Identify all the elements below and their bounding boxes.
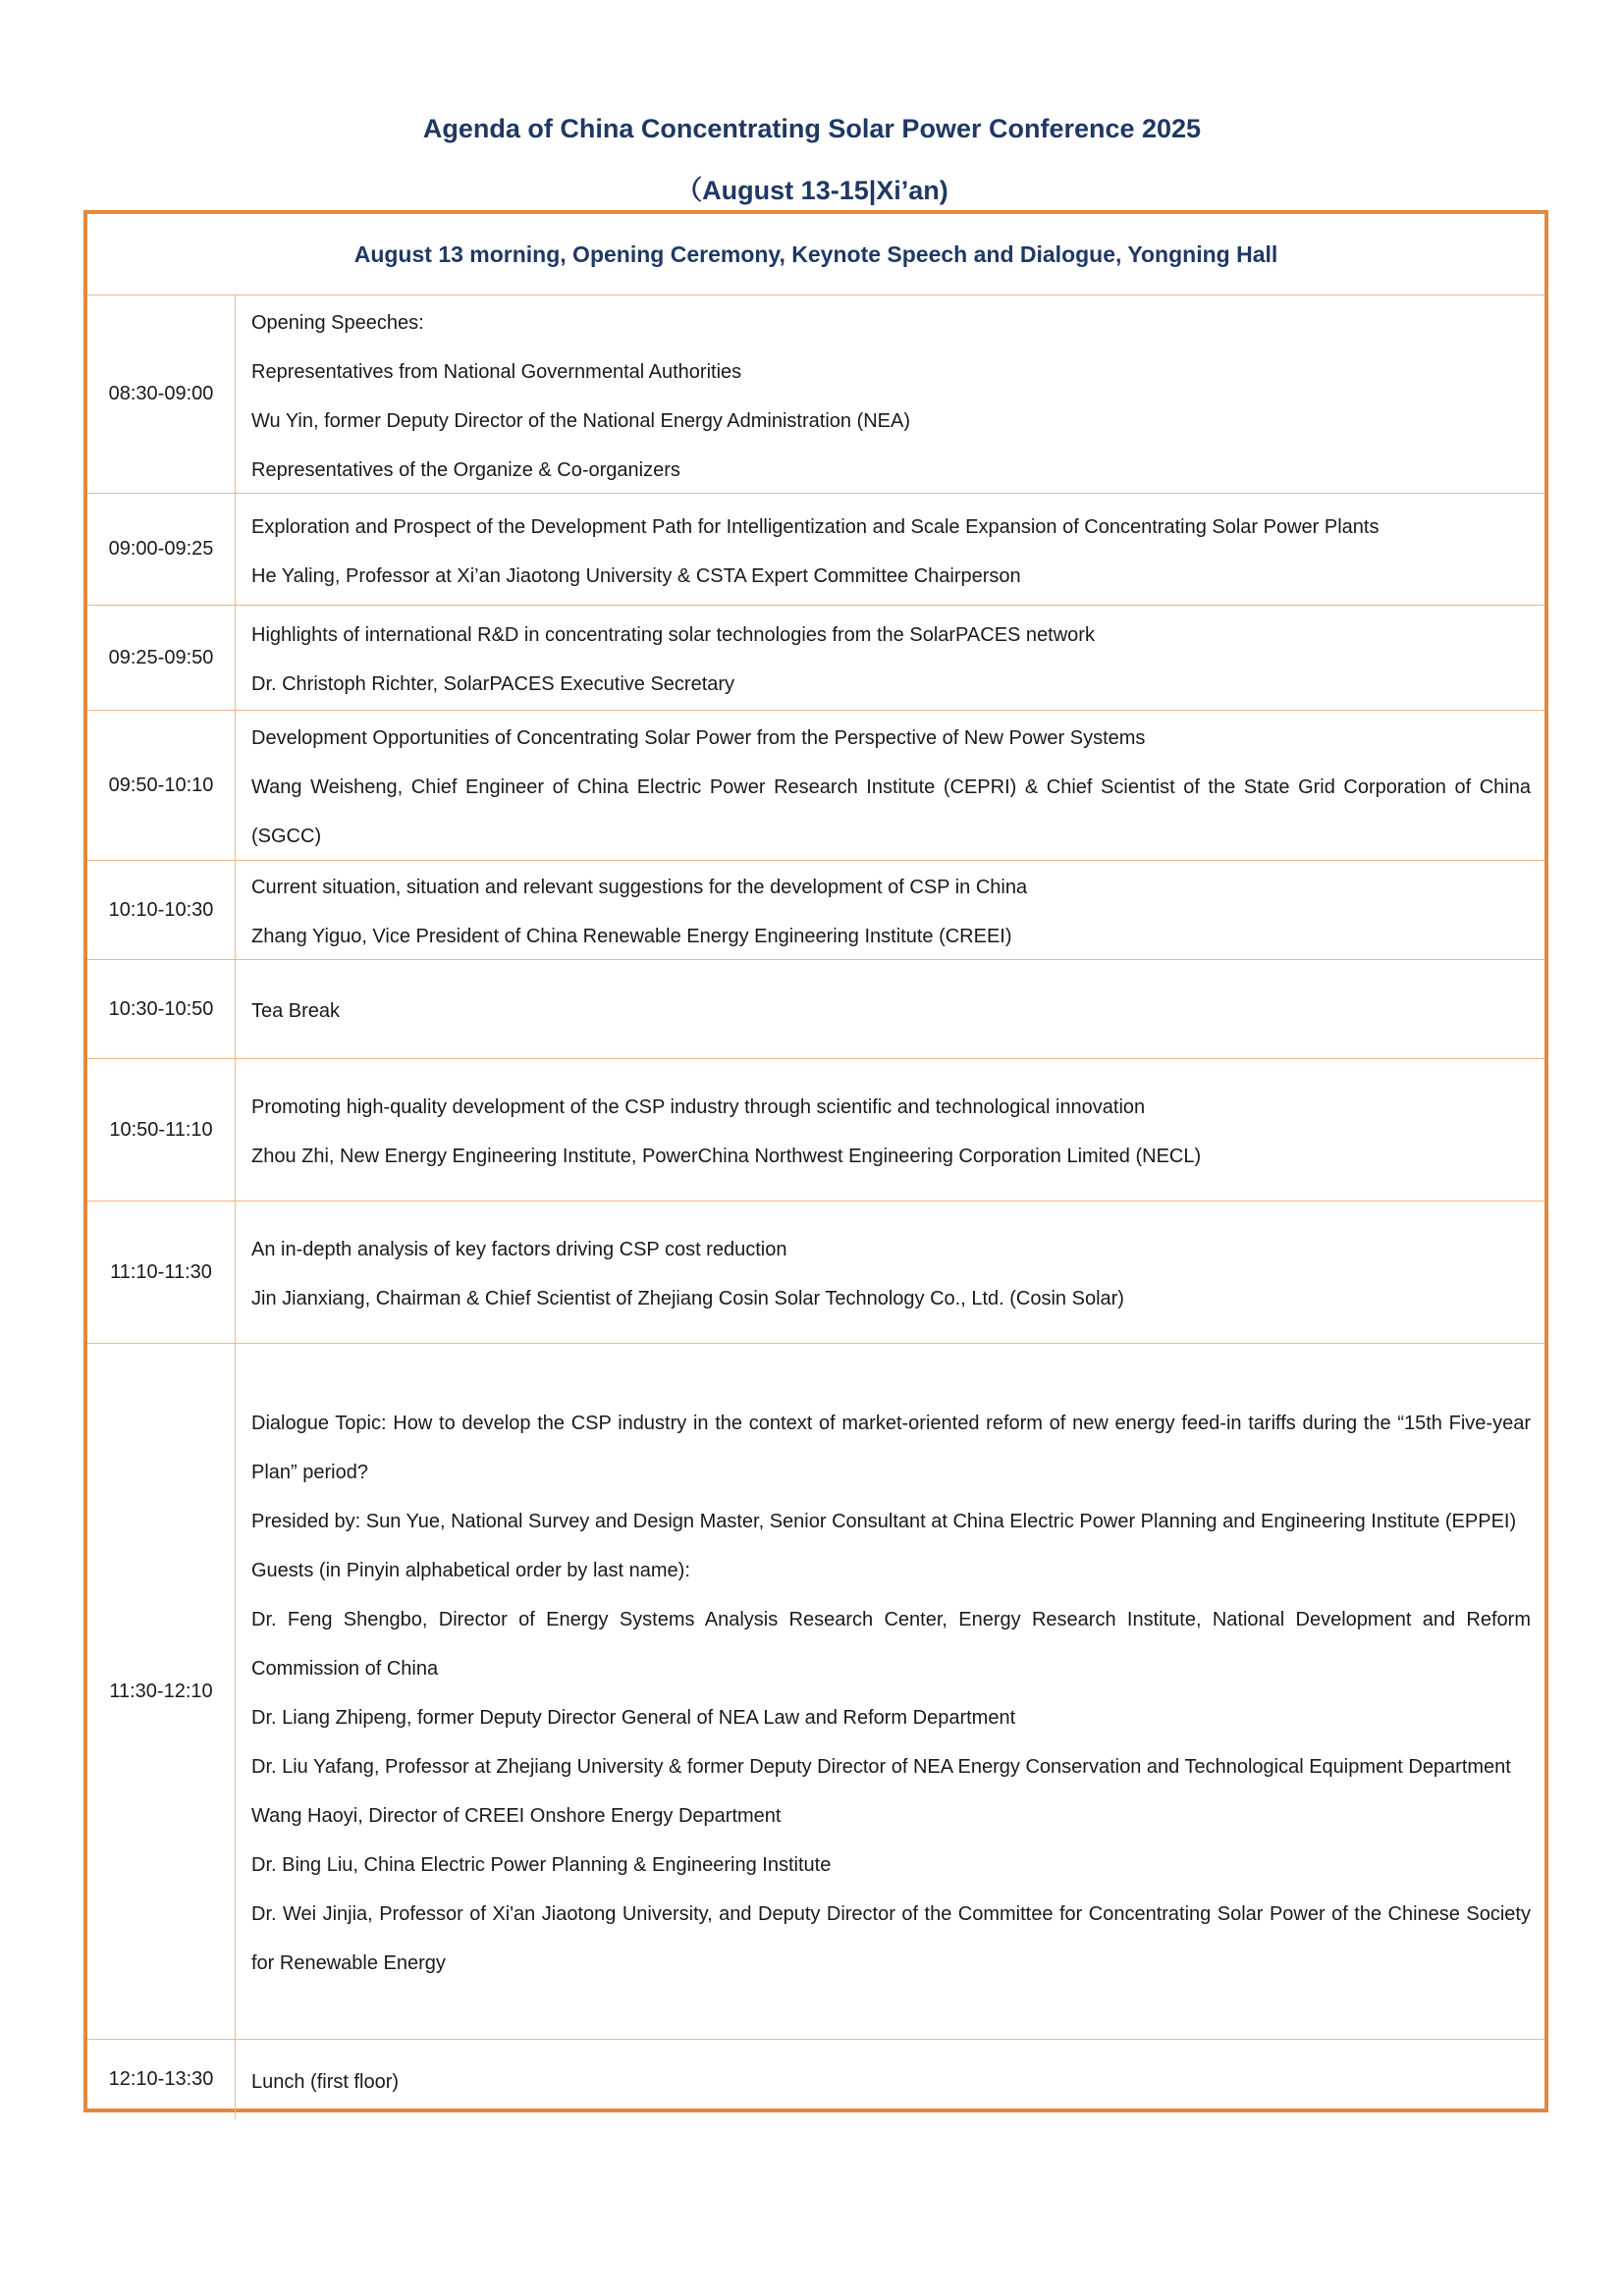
detail-line: Development Opportunities of Concentrating Solar Power from the Perspective of New Power Systems [251, 727, 1146, 749]
detail-line: Lunch (first floor) [251, 2070, 400, 2093]
session-details [236, 1201, 1544, 1343]
session-details [236, 606, 1544, 710]
detail-line: Zhou Zhi, New Energy Engineering Institute, PowerChina Northwest Engineering Corporation Limited (NECL) [251, 1146, 1202, 1167]
table-row [87, 959, 1544, 1058]
detail-line: Wang Weisheng, Chief Engineer of China Electric Power Research Institute (CEPRI) & Chief Scientist of the State Grid Corporation of China (SGCC) [251, 776, 1531, 847]
detail-line: Guests (in Pinyin alphabetical order by last name): [251, 1560, 690, 1581]
detail-line: Dr. Feng Shengbo, Director of Energy Systems Analysis Research Center, Energy Research Institute, National Development and Reform Commission of China [251, 1609, 1531, 1680]
table-row [87, 860, 1544, 959]
detail-line: Opening Speeches: [251, 311, 424, 334]
table-row [87, 1058, 1544, 1201]
detail-line: Dr. Wei Jinjia, Professor of Xi'an Jiaotong University, and Deputy Director of the Committee for Concentrating Solar Power of the Chinese Society for Renewable Energy [251, 1903, 1531, 1974]
table-row [87, 605, 1544, 710]
section-header: August 13 morning, Opening Ceremony, Keynote Speech and Dialogue, Yongning Hall [353, 240, 1278, 267]
detail-line: Promoting high-quality development of the CSP industry through scientific and technological innovation [251, 1096, 1146, 1118]
agenda-table [83, 210, 1548, 2112]
detail-line: Wang Haoyi, Director of CREEI Onshore Energy Department [251, 1805, 782, 1827]
time-slot: 08:30-09:00 [87, 295, 236, 493]
detail-line: Tea Break [251, 1000, 341, 1022]
detail-line: Exploration and Prospect of the Development Path for Intelligentization and Scale Expansion of Concentrating Solar Power Plants [251, 515, 1380, 538]
time-slot: 09:25-09:50 [87, 606, 236, 710]
detail-line: Presided by: Sun Yue, National Survey and Design Master, Senior Consultant at China Electric Power Planning and Engineering Institute (EPPEI) [251, 1511, 1517, 1532]
time-slot: 09:00-09:25 [87, 494, 236, 605]
detail-line: Wu Yin, former Deputy Director of the National Energy Administration (NEA) [251, 409, 911, 432]
detail-line: Representatives from National Governmental Authorities [251, 360, 742, 383]
page-title: Agenda of China Concentrating Solar Power Conference 2025 [422, 114, 1202, 143]
session-details [236, 1059, 1544, 1201]
session-details [236, 861, 1544, 959]
time-slot: 12:10-13:30 [87, 2040, 236, 2119]
session-details [236, 711, 1544, 860]
detail-line: He Yaling, Professor at Xi’an Jiaotong University & CSTA Expert Committee Chairperson [251, 564, 1021, 587]
page-subtitle: （August 13-15|Xi’an) [676, 176, 948, 205]
time-slot: 10:30-10:50 [87, 960, 236, 1058]
time-slot: 10:50-11:10 [87, 1059, 236, 1201]
detail-line: Dr. Liu Yafang, Professor at Zhejiang University & former Deputy Director of NEA Energy Conservation and Technological Equipment Department [251, 1756, 1511, 1778]
table-row [87, 493, 1544, 605]
detail-line: Representatives of the Organize & Co-organizers [251, 458, 680, 481]
session-details [236, 494, 1544, 605]
time-slot: 10:10-10:30 [87, 861, 236, 959]
session-details [236, 960, 1544, 1058]
time-slot: 11:30-12:10 [87, 1344, 236, 2039]
table-row [87, 1201, 1544, 1343]
detail-line: Current situation, situation and relevant suggestions for the development of CSP in China [251, 877, 1028, 898]
table-row [87, 1343, 1544, 2039]
table-row [87, 2039, 1544, 2119]
time-slot: 09:50-10:10 [87, 711, 236, 860]
detail-line: Dr. Liang Zhipeng, former Deputy Director General of NEA Law and Reform Department [251, 1707, 1016, 1729]
detail-line: Dr. Christoph Richter, SolarPACES Executive Secretary [251, 673, 735, 695]
session-details [236, 1344, 1544, 2039]
detail-line: Dr. Bing Liu, China Electric Power Planning & Engineering Institute [251, 1854, 832, 1876]
table-row [87, 710, 1544, 860]
session-details [236, 2040, 1544, 2119]
session-details [236, 295, 1544, 493]
time-slot: 11:10-11:30 [87, 1201, 236, 1343]
detail-line: Zhang Yiguo, Vice President of China Renewable Energy Engineering Institute (CREEI) [251, 926, 1012, 947]
detail-line: An in-depth analysis of key factors driving CSP cost reduction [251, 1239, 787, 1260]
table-row [87, 294, 1544, 493]
detail-line: Highlights of international R&D in concentrating solar technologies from the SolarPACES network [251, 624, 1095, 646]
detail-line: Dialogue Topic: How to develop the CSP industry in the context of market-oriented reform of new energy feed-in tariffs during the “15th Five-year Plan” period? [251, 1413, 1531, 1483]
detail-line: Jin Jianxiang, Chairman & Chief Scientist of Zhejiang Cosin Solar Technology Co., Ltd. (Cosin Solar) [251, 1288, 1124, 1309]
agenda-rows [87, 294, 1544, 2119]
